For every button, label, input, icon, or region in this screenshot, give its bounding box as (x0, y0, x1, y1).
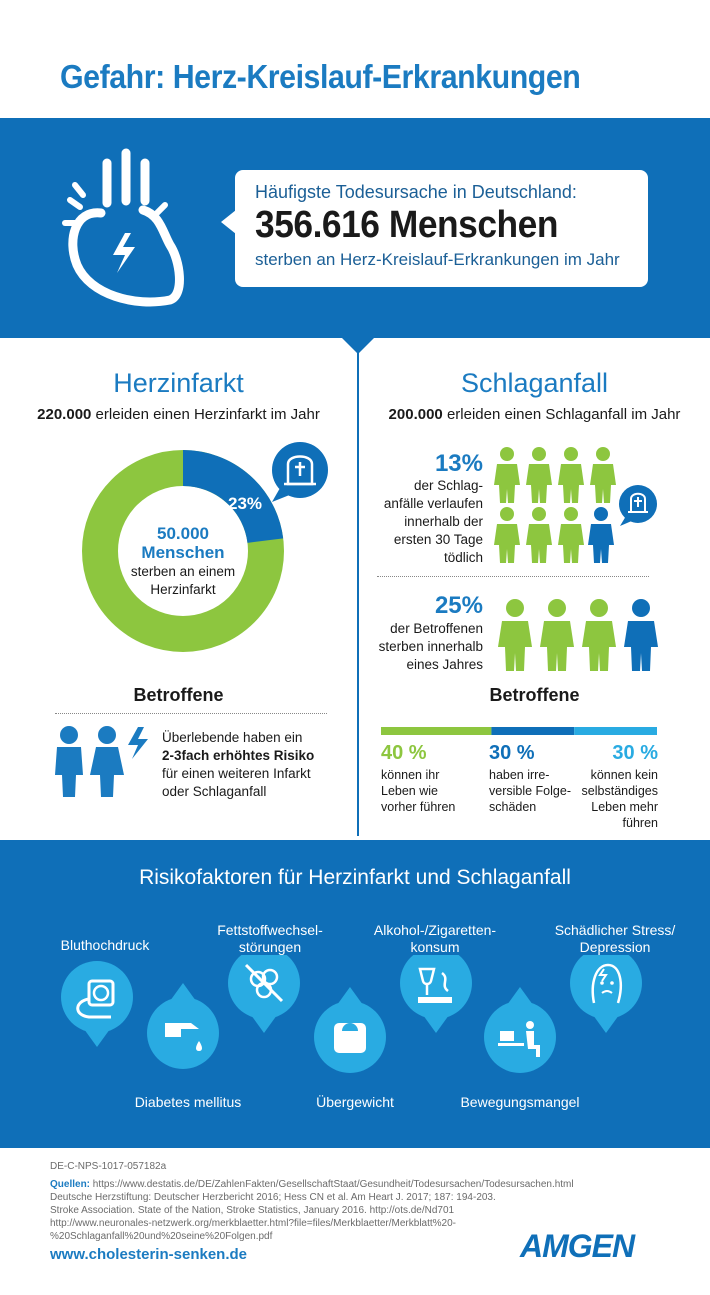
schlaganfall-heading: Schlaganfall (460, 368, 609, 398)
bar-segment-irreversible (491, 727, 574, 735)
doc-code: DE-C-NPS-1017-057182a (50, 1161, 167, 1172)
risk-label-fettstoffwechsel (200, 922, 340, 956)
risk-title: Risikofaktoren für Herzinfarkt und Schlaganfall (139, 866, 571, 889)
amgen-logo: AMGEN (520, 1228, 635, 1264)
callout-line1: Häufigste Todesursache in Deutschland: (255, 182, 577, 202)
risk-icons (0, 955, 710, 1095)
grave-bubble (272, 442, 328, 502)
desk-sitting-icon (484, 987, 556, 1073)
outcome-1-pct: 40 % (381, 742, 427, 764)
left-dotted-divider (55, 713, 327, 714)
outcome-1-line1: können ihr (381, 768, 440, 782)
callout-number: 356.616 Menschen (255, 204, 558, 246)
s2-line1: der Betroffenen (390, 621, 483, 636)
risk-label-fett-a: Fettstoffwechsel- (217, 922, 323, 938)
s1-text (366, 477, 483, 567)
donut-pct-label: 23% (228, 494, 263, 513)
donut-line4: Herzinfarkt (150, 582, 216, 597)
aff-line1: Überlebende haben ein (162, 730, 303, 745)
s2-line2: sterben innerhalb (378, 639, 483, 654)
left-affected-title: Betroffene (133, 685, 224, 705)
outcome-2-pct: 30 % (489, 742, 535, 764)
risk-label-stress (545, 922, 685, 956)
donut-line3: sterben an einem (130, 564, 236, 579)
donut-number: 50.000 (157, 524, 209, 543)
outcome-1-line2: Leben wie (381, 784, 438, 798)
source-3: Stroke Association. State of the Nation, Stroke Statistics, January 2016. http://ots.de/Nd701 (50, 1205, 455, 1216)
s1-line2: anfälle verlaufen (383, 496, 483, 511)
outcome-3-pct: 30 % (612, 742, 658, 764)
s1-line3: innerhalb der (404, 514, 483, 529)
bar-segment-recover (381, 727, 491, 735)
risk-label-bluthochdruck: Bluthochdruck (60, 937, 150, 953)
callout-line3: sterben an Herz-Kreislauf-Erkrankungen im Jahr (255, 250, 620, 269)
risk-label-bewegung: Bewegungsmangel (460, 1094, 580, 1110)
risk-label-stress-a: Schädlicher Stress/ (554, 922, 676, 938)
cholesterol-icon (228, 955, 300, 1033)
source-5[interactable]: %20Schlaganfall%20und%20seine%20Folgen.pdf (50, 1231, 273, 1242)
headline-callout (235, 170, 648, 287)
s2-line3: eines Jahres (406, 657, 483, 672)
sources-label: Quellen: (50, 1179, 91, 1190)
source-4[interactable]: http://www.neuronales-netzwerk.org/merkblaetter.html?file=files/Merkblaetter/Merkblatt%20- (50, 1218, 457, 1229)
outcome-3-line1: können kein (590, 768, 658, 782)
donut-word: Menschen (141, 543, 225, 562)
aff-line3: für einen weiteren Infarkt (162, 766, 311, 781)
diabetes-icon (147, 983, 219, 1069)
aff-line2: 2-3fach erhöhtes Risiko (162, 748, 315, 763)
risk-label-alk-b: konsum (410, 939, 460, 955)
s1-pct: 13% (434, 450, 483, 477)
right-affected-title: Betroffene (489, 685, 580, 705)
s1-line5: tödlich (443, 550, 483, 565)
aff-line4: oder Schlaganfall (162, 784, 267, 799)
outcome-1-line3: vorher führen (381, 800, 456, 814)
s1-line4: ersten 30 Tage (393, 532, 483, 547)
stress-icon (570, 955, 642, 1033)
stroke-people-grid (492, 445, 667, 565)
stroke-people-row (492, 597, 662, 673)
risk-label-alk-a: Alkohol-/Zigaretten- (373, 922, 497, 938)
outcome-bar (381, 727, 657, 735)
right-dotted-divider-1 (377, 576, 649, 577)
source-1[interactable]: https://www.destatis.de/DE/ZahlenFakten/GesellschaftStaat/Gesundheit/Todesursachen/Todesursachen.html (90, 1179, 574, 1190)
outcome-1 (381, 742, 455, 815)
risk-label-diabetes: Diabetes mellitus (134, 1094, 242, 1110)
alcohol-smoking-icon (400, 955, 472, 1033)
herzinfarkt-heading: Herzinfarkt (113, 368, 244, 398)
scale-icon (314, 987, 386, 1073)
outcome-3-line3: Leben mehr führen (591, 800, 658, 830)
people-icon (52, 725, 160, 797)
risk-label-stress-b: Depression (579, 939, 651, 955)
herzinfarkt-subline: 220.000 erleiden einen Herzinfarkt im Jahr (37, 406, 320, 423)
grave-bubble-small (619, 485, 657, 526)
outcome-2-line2: versible Folge- (489, 784, 571, 798)
schlaganfall-subline: 200.000 erleiden einen Schlaganfall im Jahr (388, 406, 681, 423)
outcome-2-line3: schäden (489, 800, 537, 814)
website-link[interactable]: www.cholesterin-senken.de (50, 1246, 247, 1263)
s1-line1: der Schlag- (413, 478, 483, 493)
risk-label-fett-b: störungen (238, 939, 302, 955)
blood-pressure-icon (61, 961, 133, 1047)
s2-pct: 25% (434, 592, 483, 619)
risk-label-uebergewicht: Übergewicht (316, 1094, 394, 1110)
source-2: Deutsche Herzstiftung: Deutscher Herzbericht 2016; Hess CN et al. Am Heart J. 2017; 187: 194-203. (50, 1192, 496, 1203)
s2-text (366, 620, 483, 674)
outcome-3-line2: selbständiges (581, 784, 658, 798)
outcome-3 (560, 742, 658, 831)
donut-center-text (113, 525, 253, 599)
left-affected-text (162, 729, 314, 801)
outcome-2 (489, 742, 571, 815)
outcome-2-line1: haben irre- (489, 768, 550, 782)
page-title: Gefahr: Herz-Kreislauf-Erkrankungen (60, 58, 581, 95)
risk-label-alkohol (360, 922, 510, 956)
heart-icon (55, 145, 195, 310)
bar-segment-dependent (574, 727, 657, 735)
